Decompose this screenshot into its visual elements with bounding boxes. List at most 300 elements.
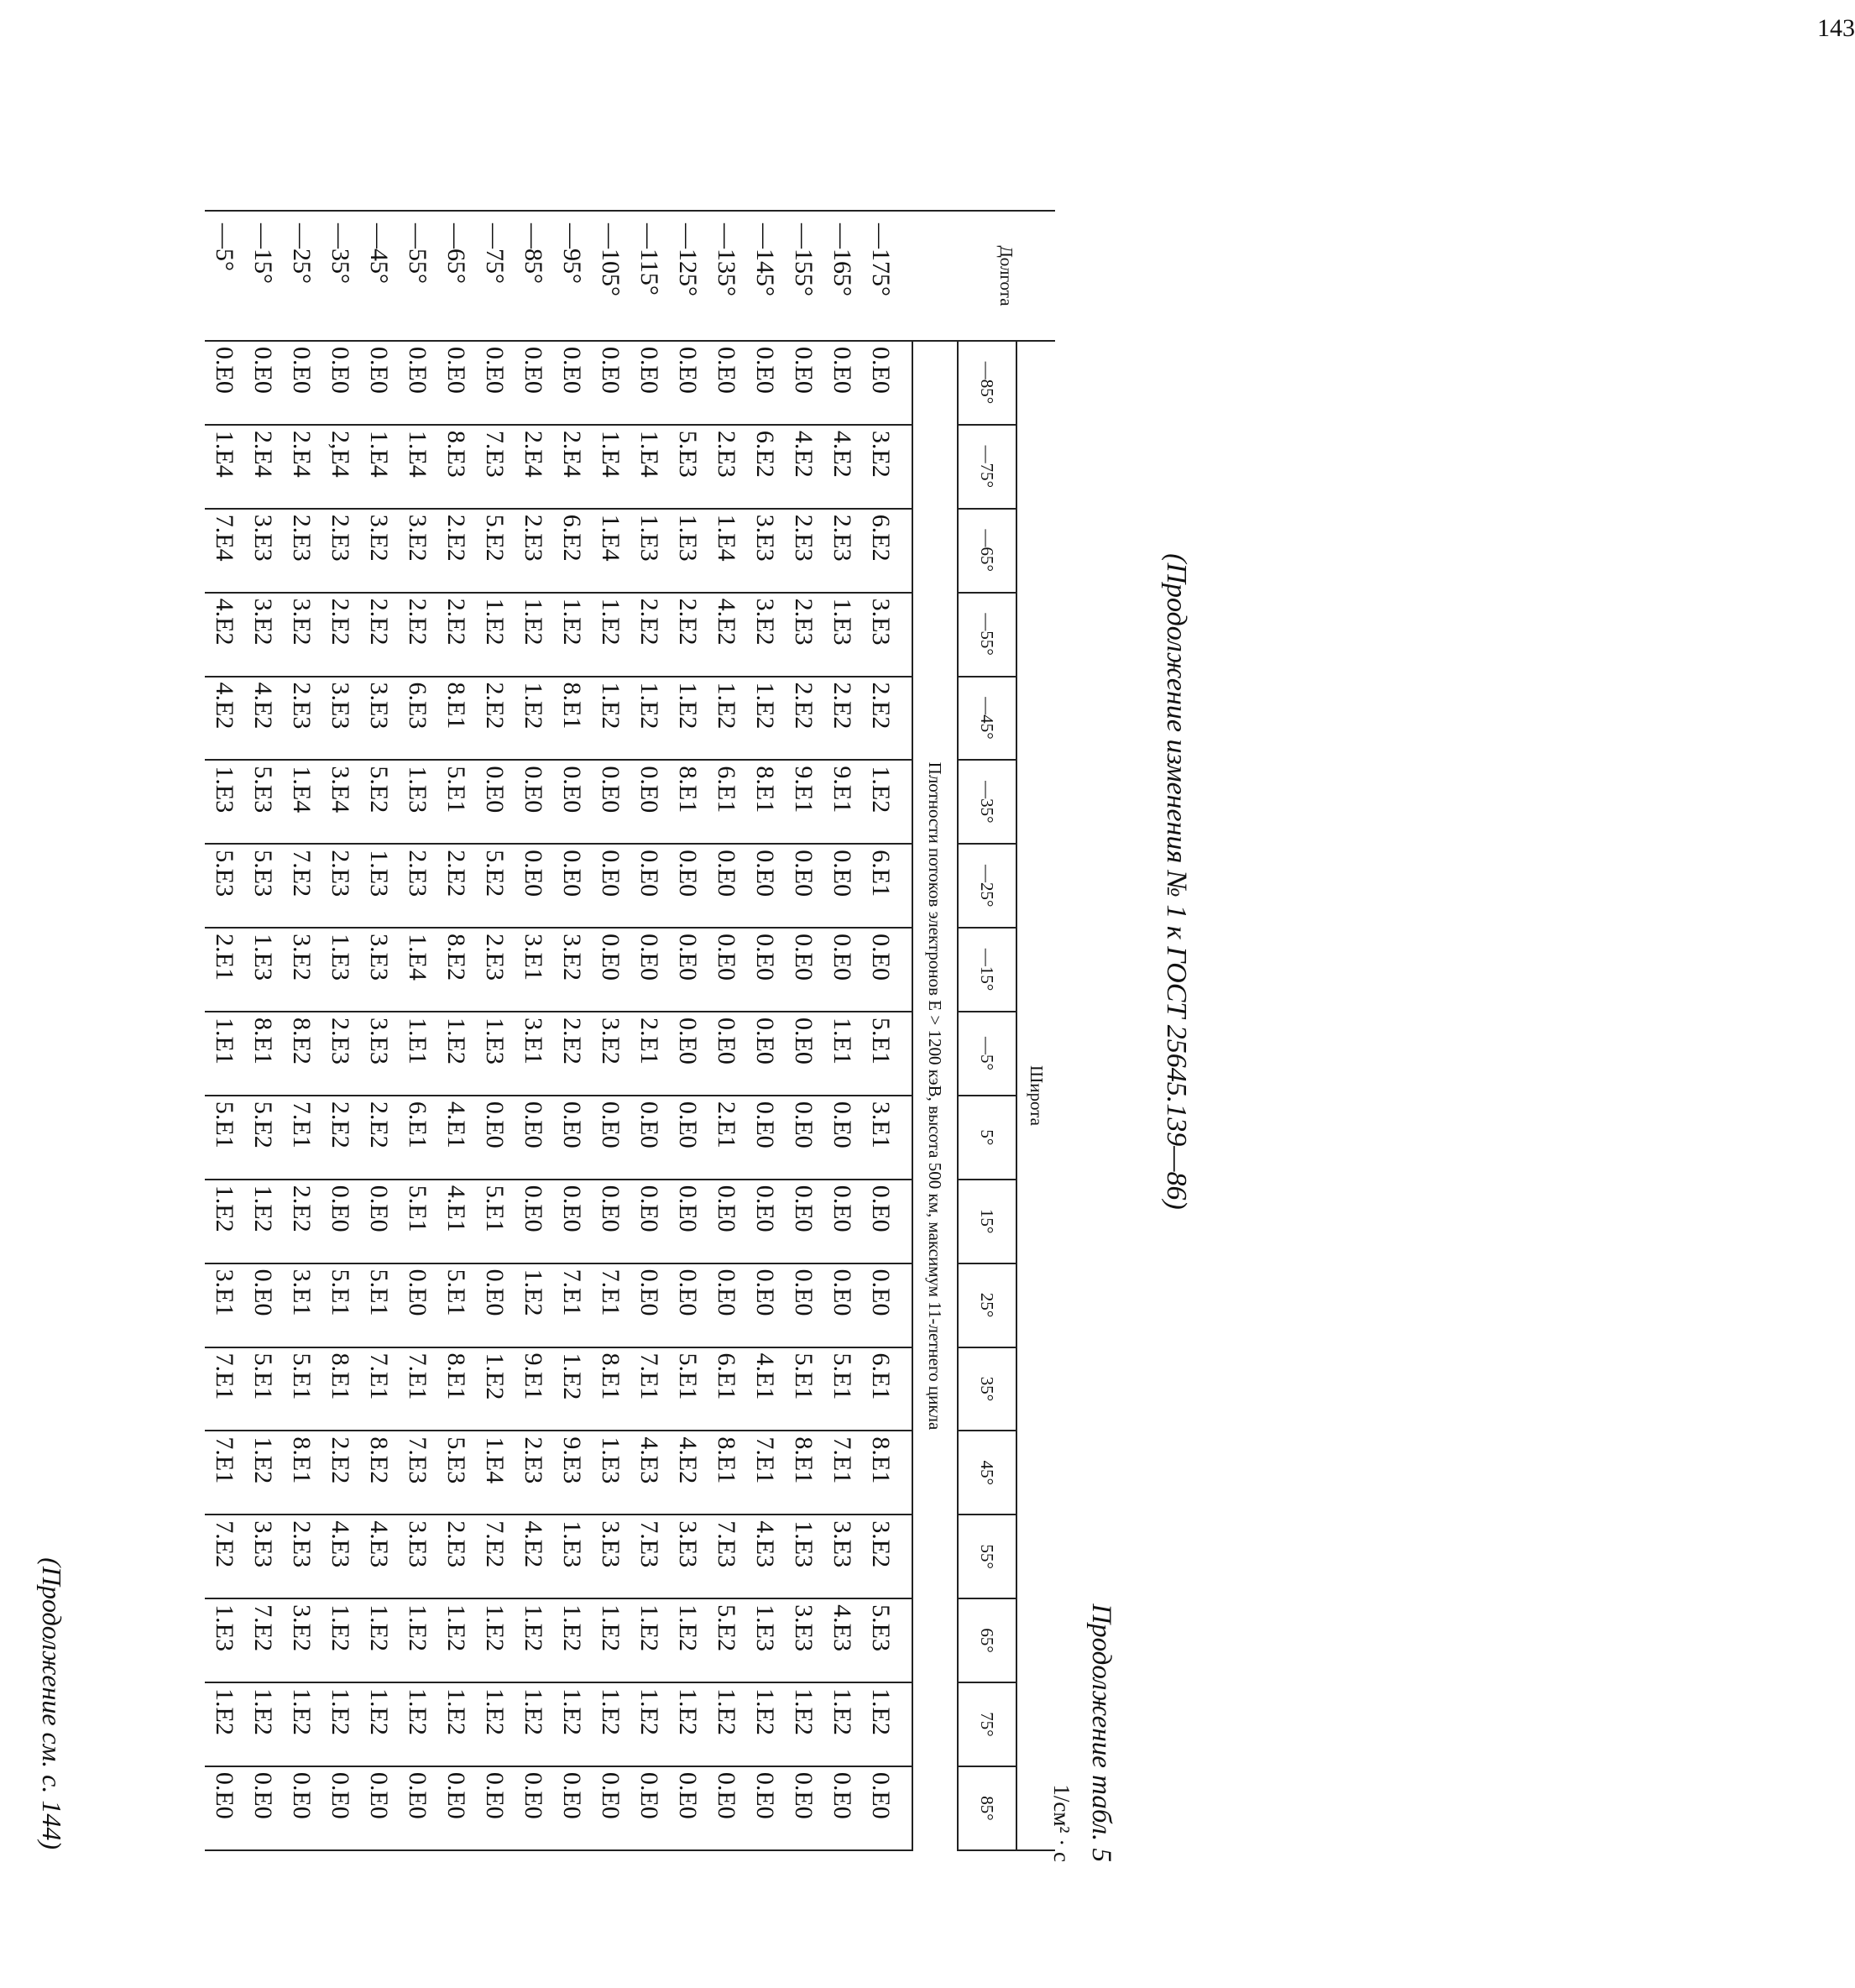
flux-value-cell: 1.E2 bbox=[475, 1347, 514, 1431]
longitude-cell: —55° bbox=[398, 211, 436, 341]
flux-value-cell: 2.E2 bbox=[321, 593, 359, 677]
flux-value-cell: 1.E2 bbox=[243, 1431, 282, 1515]
flux-value-cell: 2.E2 bbox=[784, 677, 823, 761]
flux-value-cell: 0.E0 bbox=[668, 928, 707, 1012]
flux-value-cell: 0.E0 bbox=[630, 928, 668, 1012]
flux-value-cell: 7.E2 bbox=[475, 1515, 514, 1598]
flux-value-cell: 2.E2 bbox=[321, 1431, 359, 1515]
flux-value-cell: 0.E0 bbox=[823, 928, 861, 1012]
flux-value-cell: 0.E0 bbox=[745, 341, 784, 425]
page-number: 143 bbox=[1817, 14, 1855, 42]
flux-value-cell: 8.E2 bbox=[282, 1012, 321, 1096]
flux-value-cell: 0.E0 bbox=[321, 1180, 359, 1263]
flux-value-cell: 2.E2 bbox=[436, 844, 475, 928]
flux-value-cell: 0.E0 bbox=[668, 341, 707, 425]
flux-value-cell: 3.E3 bbox=[861, 593, 912, 677]
table-row bbox=[668, 211, 707, 1850]
table-row bbox=[282, 211, 321, 1850]
flux-value-cell: 0.E0 bbox=[321, 1766, 359, 1850]
flux-value-cell: 1.E3 bbox=[243, 928, 282, 1012]
flux-value-cell: 8.E1 bbox=[861, 1431, 912, 1515]
flux-value-cell: 7.E1 bbox=[205, 1431, 243, 1515]
flux-value-cell: 3.E1 bbox=[205, 1263, 243, 1347]
flux-value-cell: 1.E2 bbox=[514, 1682, 552, 1766]
flux-value-cell: 4.E1 bbox=[436, 1180, 475, 1263]
flux-value-cell: 0.E0 bbox=[205, 341, 243, 425]
flux-value-cell: 7.E1 bbox=[282, 1096, 321, 1180]
flux-value-cell: 1.E2 bbox=[707, 677, 745, 761]
flux-value-cell: 0.E0 bbox=[630, 341, 668, 425]
longitude-cell: —135° bbox=[707, 211, 745, 341]
flux-value-cell: 0.E0 bbox=[707, 341, 745, 425]
flux-value-cell: 0.E0 bbox=[707, 928, 745, 1012]
flux-value-cell: 4.E2 bbox=[707, 593, 745, 677]
flux-value-cell: 1.E2 bbox=[398, 1682, 436, 1766]
longitude-cell: —175° bbox=[861, 211, 912, 341]
flux-value-cell: 3.E2 bbox=[591, 1012, 630, 1096]
flux-value-cell: 1.E4 bbox=[707, 509, 745, 593]
table-row bbox=[823, 211, 861, 1850]
flux-value-cell: 1.E2 bbox=[398, 1598, 436, 1682]
longitude-cell: —145° bbox=[745, 211, 784, 341]
flux-value-cell: 0.E0 bbox=[630, 844, 668, 928]
flux-value-cell: 2.E3 bbox=[823, 509, 861, 593]
flux-value-cell: 3.E3 bbox=[784, 1598, 823, 1682]
flux-value-cell: 7.E3 bbox=[398, 1431, 436, 1515]
flux-value-cell: 6.E1 bbox=[707, 1347, 745, 1431]
flux-value-cell: 0.E0 bbox=[861, 341, 912, 425]
flux-value-cell: 1.E2 bbox=[475, 593, 514, 677]
flux-value-cell: 1.E2 bbox=[359, 1598, 398, 1682]
flux-value-cell: 5.E1 bbox=[359, 1263, 398, 1347]
flux-value-cell: 1.E2 bbox=[668, 1682, 707, 1766]
flux-value-cell: 4.E2 bbox=[205, 593, 243, 677]
flux-value-cell: 2.E1 bbox=[205, 928, 243, 1012]
flux-value-cell: 7.E3 bbox=[630, 1515, 668, 1598]
flux-value-cell: 5.E1 bbox=[282, 1347, 321, 1431]
flux-value-cell: 1.E4 bbox=[398, 425, 436, 509]
flux-value-cell: 1.E3 bbox=[205, 1598, 243, 1682]
flux-value-cell: 0.E0 bbox=[784, 1263, 823, 1347]
longitude-cell: —35° bbox=[321, 211, 359, 341]
flux-value-cell: 8.E1 bbox=[707, 1431, 745, 1515]
table-row bbox=[359, 211, 398, 1850]
table-caption: Плотности потоков электронов E > 1200 кэВ, высота 500 км, максимум 11-летнего цикла bbox=[912, 341, 958, 1850]
flux-value-cell: 2.E2 bbox=[359, 593, 398, 677]
flux-value-cell: 0.E0 bbox=[823, 341, 861, 425]
flux-value-cell: 0.E0 bbox=[707, 844, 745, 928]
flux-value-cell: 5.E2 bbox=[707, 1598, 745, 1682]
flux-value-cell: 2.E3 bbox=[514, 509, 552, 593]
flux-value-cell: 2.E3 bbox=[707, 425, 745, 509]
flux-value-cell: 0.E0 bbox=[707, 1766, 745, 1850]
flux-value-cell: 2.E2 bbox=[436, 509, 475, 593]
flux-value-cell: 2.E2 bbox=[436, 593, 475, 677]
flux-value-cell: 6.E1 bbox=[707, 760, 745, 844]
flux-value-cell: 5.E1 bbox=[784, 1347, 823, 1431]
flux-value-cell: 0.E0 bbox=[475, 1263, 514, 1347]
longitude-cell: —65° bbox=[436, 211, 475, 341]
flux-value-cell: 1.E2 bbox=[591, 593, 630, 677]
flux-value-cell: 0.E0 bbox=[861, 1766, 912, 1850]
flux-value-cell: 0.E0 bbox=[784, 1096, 823, 1180]
flux-value-cell: 0.E0 bbox=[668, 1180, 707, 1263]
latitude-header-cell: —15° bbox=[958, 928, 1016, 1012]
flux-value-cell: 2.E3 bbox=[514, 1431, 552, 1515]
flux-value-cell: 2.E2 bbox=[861, 677, 912, 761]
longitude-cell: —15° bbox=[243, 211, 282, 341]
flux-density-table bbox=[205, 210, 1055, 1851]
flux-value-cell: 4.E1 bbox=[745, 1347, 784, 1431]
flux-value-cell: 0.E0 bbox=[398, 1766, 436, 1850]
flux-value-cell: 1.E3 bbox=[591, 1431, 630, 1515]
flux-value-cell: 8.E1 bbox=[436, 677, 475, 761]
flux-value-cell: 1.E3 bbox=[205, 760, 243, 844]
flux-value-cell: 8.E2 bbox=[436, 928, 475, 1012]
flux-value-cell: 7.E3 bbox=[707, 1515, 745, 1598]
flux-value-cell: 1.E2 bbox=[282, 1682, 321, 1766]
flux-value-cell: 0.E0 bbox=[745, 928, 784, 1012]
flux-value-cell: 1.E2 bbox=[591, 1598, 630, 1682]
flux-value-cell: 1.E3 bbox=[745, 1598, 784, 1682]
flux-value-cell: 0.E0 bbox=[745, 1012, 784, 1096]
flux-value-cell: 2.E3 bbox=[321, 844, 359, 928]
flux-value-cell: 1.E3 bbox=[359, 844, 398, 928]
flux-value-cell: 0.E0 bbox=[552, 844, 591, 928]
flux-value-cell: 9.E3 bbox=[552, 1431, 591, 1515]
flux-value-cell: 3.E3 bbox=[359, 677, 398, 761]
flux-value-cell: 1.E2 bbox=[436, 1682, 475, 1766]
flux-value-cell: 4.E3 bbox=[823, 1598, 861, 1682]
flux-value-cell: 6.E2 bbox=[745, 425, 784, 509]
flux-value-cell: 1.E1 bbox=[205, 1012, 243, 1096]
flux-value-cell: 2.E2 bbox=[398, 593, 436, 677]
longitude-cell: —115° bbox=[630, 211, 668, 341]
flux-value-cell: 0.E0 bbox=[475, 1096, 514, 1180]
flux-value-cell: 0.E0 bbox=[552, 1096, 591, 1180]
longitude-cell: —5° bbox=[205, 211, 243, 341]
flux-value-cell: 0.E0 bbox=[707, 1263, 745, 1347]
flux-value-cell: 2.E1 bbox=[630, 1012, 668, 1096]
latitude-header-cell: 85° bbox=[958, 1766, 1016, 1850]
flux-value-cell: 4.E2 bbox=[205, 677, 243, 761]
flux-value-cell: 1.E2 bbox=[205, 1682, 243, 1766]
flux-value-cell: 5.E2 bbox=[475, 509, 514, 593]
flux-value-cell: 0.E0 bbox=[359, 1180, 398, 1263]
flux-value-cell: 1.E3 bbox=[321, 928, 359, 1012]
flux-value-cell: 0.E0 bbox=[668, 1263, 707, 1347]
table-row bbox=[436, 211, 475, 1850]
flux-value-cell: 4.E2 bbox=[784, 425, 823, 509]
flux-value-cell: 4.E1 bbox=[436, 1096, 475, 1180]
flux-value-cell: 0.E0 bbox=[784, 844, 823, 928]
flux-value-cell: 0.E0 bbox=[514, 341, 552, 425]
flux-value-cell: 3.E3 bbox=[398, 1515, 436, 1598]
flux-value-cell: 7.E4 bbox=[205, 509, 243, 593]
latitude-header-cell: —55° bbox=[958, 593, 1016, 677]
flux-value-cell: 3.E1 bbox=[514, 928, 552, 1012]
flux-value-cell: 0.E0 bbox=[282, 1766, 321, 1850]
flux-value-cell: 1.E2 bbox=[630, 677, 668, 761]
flux-value-cell: 7.E1 bbox=[398, 1347, 436, 1431]
flux-value-cell: 0.E0 bbox=[745, 844, 784, 928]
flux-value-cell: 3.E3 bbox=[745, 509, 784, 593]
table-continuation-label: Продолжение табл. 5 bbox=[1086, 1603, 1116, 1862]
flux-value-cell: 0.E0 bbox=[668, 844, 707, 928]
flux-value-cell: 5.E3 bbox=[861, 1598, 912, 1682]
flux-value-cell: 2.E3 bbox=[282, 1515, 321, 1598]
flux-value-cell: 3.E3 bbox=[321, 677, 359, 761]
flux-value-cell: 7.E1 bbox=[630, 1347, 668, 1431]
flux-value-cell: 0.E0 bbox=[630, 1180, 668, 1263]
flux-value-cell: 5.E2 bbox=[243, 1096, 282, 1180]
flux-value-cell: 5.E1 bbox=[243, 1347, 282, 1431]
flux-value-cell: 0.E0 bbox=[552, 1180, 591, 1263]
flux-value-cell: 0.E0 bbox=[591, 1180, 630, 1263]
flux-value-cell: 6.E2 bbox=[552, 509, 591, 593]
flux-value-cell: 7.E2 bbox=[243, 1598, 282, 1682]
flux-value-cell: 1.E1 bbox=[823, 1012, 861, 1096]
flux-value-cell: 7.E1 bbox=[552, 1263, 591, 1347]
latitude-header-cell: —85° bbox=[958, 341, 1016, 425]
table-row bbox=[591, 211, 630, 1850]
flux-value-cell: 1.E2 bbox=[436, 1598, 475, 1682]
flux-value-cell: 2.E2 bbox=[552, 1012, 591, 1096]
flux-value-cell: 0.E0 bbox=[514, 1766, 552, 1850]
flux-value-cell: 6.E1 bbox=[861, 1347, 912, 1431]
flux-value-cell: 9.E1 bbox=[823, 760, 861, 844]
flux-value-cell: 3.E2 bbox=[552, 928, 591, 1012]
flux-value-cell: 0.E0 bbox=[861, 1180, 912, 1263]
latitude-header-cell: —5° bbox=[958, 1012, 1016, 1096]
flux-value-cell: 3.E3 bbox=[668, 1515, 707, 1598]
flux-value-cell: 7.E3 bbox=[475, 425, 514, 509]
flux-value-cell: 0.E0 bbox=[745, 1263, 784, 1347]
flux-value-cell: 1.E2 bbox=[745, 1682, 784, 1766]
flux-value-cell: 1.E3 bbox=[552, 1515, 591, 1598]
flux-value-cell: 1.E2 bbox=[823, 1682, 861, 1766]
flux-value-cell: 0.E0 bbox=[475, 1766, 514, 1850]
flux-value-cell: 1.E4 bbox=[205, 425, 243, 509]
flux-value-cell: 1.E2 bbox=[359, 1682, 398, 1766]
flux-value-cell: 0.E0 bbox=[823, 1766, 861, 1850]
flux-value-cell: 8.E1 bbox=[591, 1347, 630, 1431]
latitude-header-cell: —65° bbox=[958, 509, 1016, 593]
flux-value-cell: 0.E0 bbox=[668, 1096, 707, 1180]
flux-value-cell: 7.E2 bbox=[282, 844, 321, 928]
latitude-header-cell: 15° bbox=[958, 1180, 1016, 1263]
longitude-cell: —125° bbox=[668, 211, 707, 341]
flux-value-cell: 5.E1 bbox=[668, 1347, 707, 1431]
flux-value-cell: 4.E2 bbox=[243, 677, 282, 761]
table-row bbox=[552, 211, 591, 1850]
flux-value-cell: 1.E2 bbox=[321, 1598, 359, 1682]
flux-value-cell: 0.E0 bbox=[359, 341, 398, 425]
latitude-header-cell: —35° bbox=[958, 760, 1016, 844]
flux-value-cell: 8.E3 bbox=[436, 425, 475, 509]
longitude-cell: —45° bbox=[359, 211, 398, 341]
flux-value-cell: 0.E0 bbox=[359, 1766, 398, 1850]
flux-value-cell: 1.E2 bbox=[514, 677, 552, 761]
flux-value-cell: 2.E4 bbox=[514, 425, 552, 509]
flux-value-cell: 0.E0 bbox=[823, 1263, 861, 1347]
flux-value-cell: 4.E3 bbox=[630, 1431, 668, 1515]
flux-value-cell: 0.E0 bbox=[630, 1766, 668, 1850]
flux-value-cell: 8.E1 bbox=[784, 1431, 823, 1515]
flux-value-cell: 2.E3 bbox=[282, 677, 321, 761]
table-row bbox=[475, 211, 514, 1850]
longitude-cell: —165° bbox=[823, 211, 861, 341]
latitude-header-cell: 45° bbox=[958, 1431, 1016, 1515]
flux-value-cell: 1.E3 bbox=[398, 760, 436, 844]
flux-value-cell: 3.E2 bbox=[861, 425, 912, 509]
flux-value-cell: 3.E2 bbox=[282, 1598, 321, 1682]
table-row bbox=[205, 211, 243, 1850]
flux-value-cell: 2.E3 bbox=[784, 509, 823, 593]
flux-value-cell: 3.E3 bbox=[243, 509, 282, 593]
flux-value-cell: 4.E2 bbox=[823, 425, 861, 509]
flux-value-cell: 2.E4 bbox=[282, 425, 321, 509]
flux-value-cell: 1.E2 bbox=[707, 1682, 745, 1766]
flux-value-cell: 0.E0 bbox=[745, 1766, 784, 1850]
flux-value-cell: 1.E4 bbox=[591, 509, 630, 593]
latitude-header-cell: 65° bbox=[958, 1598, 1016, 1682]
flux-value-cell: 2.E2 bbox=[668, 593, 707, 677]
flux-value-cell: 0.E0 bbox=[514, 1180, 552, 1263]
latitude-header-row bbox=[958, 211, 1016, 1850]
flux-value-cell: 1.E4 bbox=[282, 760, 321, 844]
flux-value-cell: 1.E2 bbox=[668, 677, 707, 761]
flux-value-cell: 0.E0 bbox=[514, 1096, 552, 1180]
flux-value-cell: 1.E3 bbox=[784, 1515, 823, 1598]
flux-value-cell: 3.E2 bbox=[745, 593, 784, 677]
latitude-header-cell: 35° bbox=[958, 1347, 1016, 1431]
flux-value-cell: 0.E0 bbox=[205, 1766, 243, 1850]
flux-value-cell: 8.E1 bbox=[552, 677, 591, 761]
flux-value-cell: 4.E3 bbox=[745, 1515, 784, 1598]
flux-value-cell: 2.E2 bbox=[359, 1096, 398, 1180]
flux-value-cell: 0.E0 bbox=[514, 844, 552, 928]
flux-value-cell: 0.E0 bbox=[823, 844, 861, 928]
flux-value-cell: 5.E2 bbox=[359, 760, 398, 844]
flux-value-cell: 0.E0 bbox=[591, 928, 630, 1012]
flux-value-cell: 3.E2 bbox=[243, 593, 282, 677]
flux-value-cell: 6.E1 bbox=[861, 844, 912, 928]
flux-value-cell: 1.E4 bbox=[475, 1431, 514, 1515]
flux-value-cell: 7.E2 bbox=[205, 1515, 243, 1598]
table-unit-label: 1/см² · с bbox=[1049, 1784, 1074, 1862]
flux-value-cell: 2.E2 bbox=[475, 677, 514, 761]
flux-value-cell: 0.E0 bbox=[784, 928, 823, 1012]
flux-value-cell: 1.E4 bbox=[398, 928, 436, 1012]
flux-value-cell: 5.E2 bbox=[475, 844, 514, 928]
flux-value-cell: 2.E3 bbox=[398, 844, 436, 928]
table-row bbox=[321, 211, 359, 1850]
flux-value-cell: 9.E1 bbox=[784, 760, 823, 844]
table-row bbox=[243, 211, 282, 1850]
longitude-header: Долгота bbox=[958, 211, 1055, 341]
flux-value-cell: 5.E3 bbox=[243, 760, 282, 844]
table-row bbox=[630, 211, 668, 1850]
table-row bbox=[784, 211, 823, 1850]
flux-value-cell: 1.E3 bbox=[823, 593, 861, 677]
flux-value-cell: 0.E0 bbox=[784, 1180, 823, 1263]
flux-value-cell: 2.E3 bbox=[321, 509, 359, 593]
flux-value-cell: 8.E1 bbox=[282, 1431, 321, 1515]
flux-value-cell: 0.E0 bbox=[398, 1263, 436, 1347]
flux-value-cell: 5.E3 bbox=[243, 844, 282, 928]
flux-value-cell: 2.E3 bbox=[436, 1515, 475, 1598]
flux-value-cell: 3.E4 bbox=[321, 760, 359, 844]
flux-value-cell: 2.E3 bbox=[321, 1012, 359, 1096]
flux-value-cell: 0.E0 bbox=[243, 1263, 282, 1347]
flux-value-cell: 0.E0 bbox=[668, 1012, 707, 1096]
latitude-header-cell: 75° bbox=[958, 1682, 1016, 1766]
latitude-header-cell: 55° bbox=[958, 1515, 1016, 1598]
flux-value-cell: 1.E1 bbox=[398, 1012, 436, 1096]
flux-value-cell: 0.E0 bbox=[321, 341, 359, 425]
flux-value-cell: 1.E2 bbox=[475, 1682, 514, 1766]
flux-value-cell: 8.E1 bbox=[436, 1347, 475, 1431]
flux-value-cell: 5.E1 bbox=[398, 1180, 436, 1263]
longitude-cell: —25° bbox=[282, 211, 321, 341]
flux-value-cell: 8.E1 bbox=[321, 1347, 359, 1431]
flux-value-cell: 9.E1 bbox=[514, 1347, 552, 1431]
flux-value-cell: 0.E0 bbox=[630, 760, 668, 844]
flux-value-cell: 0.E0 bbox=[823, 1180, 861, 1263]
flux-value-cell: 0.E0 bbox=[861, 1263, 912, 1347]
flux-value-cell: 0.E0 bbox=[591, 341, 630, 425]
flux-value-cell: 0.E0 bbox=[745, 1180, 784, 1263]
table-row bbox=[861, 211, 912, 1850]
flux-value-cell: 0.E0 bbox=[630, 1263, 668, 1347]
table-row bbox=[707, 211, 745, 1850]
flux-value-cell: 3.E3 bbox=[359, 1012, 398, 1096]
flux-value-cell: 4.E3 bbox=[321, 1515, 359, 1598]
flux-value-cell: 3.E1 bbox=[514, 1012, 552, 1096]
flux-value-cell: 0.E0 bbox=[591, 844, 630, 928]
flux-value-cell: 1.E2 bbox=[784, 1682, 823, 1766]
table-body bbox=[205, 211, 912, 1850]
flux-value-cell: 1.E4 bbox=[630, 425, 668, 509]
flux-value-cell: 3.E3 bbox=[359, 928, 398, 1012]
flux-value-cell: 5.E3 bbox=[205, 844, 243, 928]
flux-value-cell: 3.E3 bbox=[243, 1515, 282, 1598]
flux-value-cell: 5.E3 bbox=[436, 1431, 475, 1515]
flux-value-cell: 0.E0 bbox=[514, 760, 552, 844]
longitude-cell: —75° bbox=[475, 211, 514, 341]
flux-value-cell: 0.E0 bbox=[243, 341, 282, 425]
flux-value-cell: 6.E2 bbox=[861, 509, 912, 593]
flux-value-cell: 3.E2 bbox=[359, 509, 398, 593]
longitude-cell: —155° bbox=[784, 211, 823, 341]
table-row bbox=[398, 211, 436, 1850]
latitude-group-header: Широта bbox=[1016, 341, 1055, 1850]
flux-value-cell: 4.E2 bbox=[514, 1515, 552, 1598]
flux-value-cell: 5.E1 bbox=[861, 1012, 912, 1096]
flux-value-cell: 2.E2 bbox=[321, 1096, 359, 1180]
table-row bbox=[745, 211, 784, 1850]
flux-value-cell: 1.E2 bbox=[321, 1682, 359, 1766]
flux-value-cell: 1.E2 bbox=[591, 1682, 630, 1766]
flux-value-cell: 1.E2 bbox=[514, 1598, 552, 1682]
flux-value-cell: 7.E1 bbox=[205, 1347, 243, 1431]
flux-value-cell: 1.E2 bbox=[591, 677, 630, 761]
flux-value-cell: 0.E0 bbox=[436, 341, 475, 425]
flux-value-cell: 6.E1 bbox=[398, 1096, 436, 1180]
flux-value-cell: 0.E0 bbox=[552, 760, 591, 844]
latitude-header-cell: —45° bbox=[958, 677, 1016, 761]
